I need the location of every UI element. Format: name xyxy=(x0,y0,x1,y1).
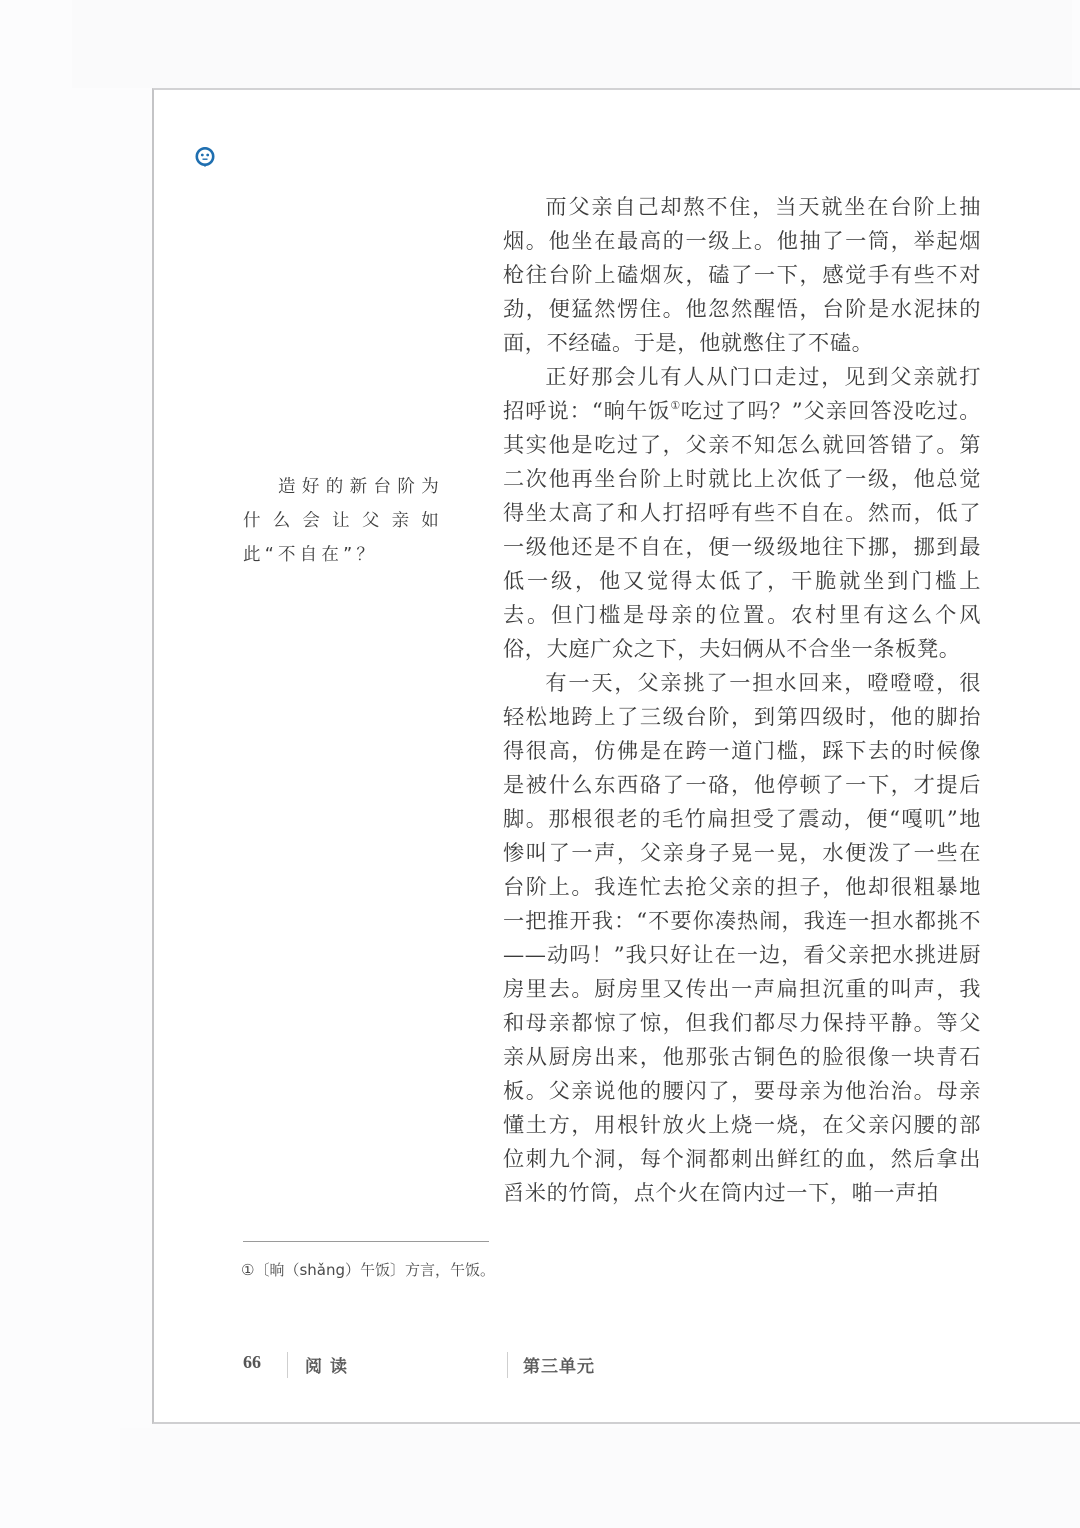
paragraph-1: 而父亲自己却熬不住，当天就坐在台阶上抽烟。他坐在最高的一级上。他抽了一筒，举起烟枪往台阶上磕烟灰，磕了一下，感觉手有些不对劲，便猛然愣住。他忽然醒悟，台阶是水泥抹的面，不经磕。于是，他就憋住了不磕。 xyxy=(503,194,981,355)
margin-question xyxy=(243,470,443,572)
footnote-marker: ① xyxy=(241,1261,255,1279)
footnote-reference[interactable]: ① xyxy=(670,399,681,412)
paragraph-2-part-1: 正好那会儿有人从门口走过，见到父亲就打招呼说：“晌午饭 xyxy=(503,364,981,423)
margin-question-text: 造好的新台阶为什么会让父亲如此“不自在”？ xyxy=(243,477,443,565)
scan-background-bottom xyxy=(120,1428,1080,1528)
paragraph-2-part-2: 吃过了吗？”父亲回答没吃过。其实他是吃过了，父亲不知怎么就回答错了。第二次他再坐台阶上时就比上次低了一级，他总觉得坐太高了和人打招呼有些不自在。然而，低了一级他还是不自在，便一级级地往下挪，挪到最低一级，他又觉得太低了，干脆就坐到门槛上去。但门槛是母亲的位置。农村里有这么个风俗，大庭广众之下，夫妇俩从不合坐一条板凳。 xyxy=(503,398,981,661)
footnote-term-close: ）午饭〕 xyxy=(345,1261,406,1279)
smiley-face-icon xyxy=(194,146,216,168)
scan-background xyxy=(72,0,1072,88)
footnote-divider xyxy=(243,1241,489,1242)
footer-divider xyxy=(507,1352,508,1378)
paragraph-3: 有一天，父亲挑了一担水回来，噔噔噔，很轻松地跨上了三级台阶，到第四级时，他的脚抬得很高，仿佛是在跨一道门槛，踩下去的时候像是被什么东西硌了一硌，他停顿了一下，才提后脚。那根很老的毛竹扁担受了震动，便“嘎叽”地惨叫了一声，父亲身子晃一晃，水便泼了一些在台阶上。我连忙去抢父亲的担子，他却很粗暴地一把推开我：“不要你凑热闹，我连一担水都挑不——动吗！”我只好让在一边，看父亲把水挑进厨房里去。厨房里又传出一声扁担沉重的叫声，我和母亲都惊了惊，但我们都尽力保持平静。等父亲从厨房出来，他那张古铜色的脸很像一块青石板。父亲说他的腰闪了，要母亲为他治治。母亲懂土方，用根针放火上烧一烧，在父亲闪腰的部位刺九个洞，每个洞都刺出鲜红的血，然后拿出舀米的竹筒，点个火在筒内过一下，啪一声拍 xyxy=(503,670,981,1205)
unit-label: 第三单元 xyxy=(523,1357,595,1377)
section-label: 阅读 xyxy=(305,1357,355,1377)
footer-divider xyxy=(287,1352,288,1378)
footnote-pinyin: shǎng xyxy=(299,1261,346,1279)
page-number: 66 xyxy=(243,1352,261,1372)
footnote xyxy=(241,1259,495,1281)
paragraph-2 xyxy=(503,360,981,666)
footnote-definition: 方言，午饭。 xyxy=(405,1261,496,1279)
footnote-term-open: 〔晌（ xyxy=(254,1261,300,1279)
main-text-column xyxy=(503,190,981,1210)
page-footer xyxy=(243,1352,663,1382)
